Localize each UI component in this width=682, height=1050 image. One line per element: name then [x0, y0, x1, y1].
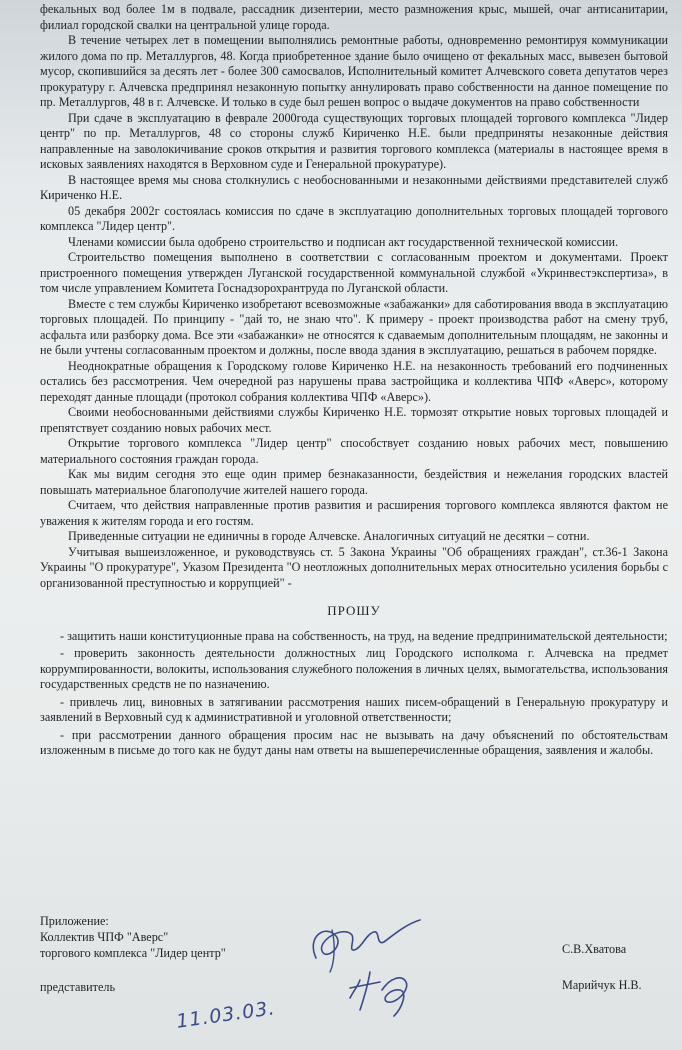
request-item: - защитить наши конституционные права на собственность, на труд, на ведение предпринимательской деятельности;	[60, 628, 668, 643]
paragraph: Приведенные ситуации не единичны в городе Алчевске. Аналогичных ситуаций не десятки – сотни.	[68, 529, 590, 543]
paragraph: Считаем, что действия направленные против развития и расширения торгового комплекса являются фактом не уважения к жителям города и его гостям.	[40, 498, 668, 528]
paragraph: Учитывая вышеизложенное, и руководствуясь ст. 5 Закона Украины "Об обращениях граждан", ст.36-1 Закона Украины "О прокуратуре", Указом Президента "О неотложных дополнительных мерах относительно усиления борьбы с организованной преступностью и коррупцией" -	[40, 544, 668, 590]
request-item: - проверить законность деятельности должностных лиц Городского исполкома г. Алчевска на предмет коррумпированности, волокиты, использования служебного положения в личных целях, вымогательства, использования государственных средств не по назначению.	[40, 646, 668, 691]
request-heading: ПРОШУ	[327, 603, 381, 618]
request-item: - при рассмотрении данного обращения просим нас не вызывать на дачу объяснений по обстоятельствам изложенным в письме до того как не будут даны нам ответы на вышеперечисленные обращения, заявления и жалобы.	[40, 727, 668, 757]
paragraph: Вместе с тем службы Кириченко изобретают всевозможные «забажанки» для саботирования ввода в эксплуатацию торговых площадей. По принципу - "дай то, не знаю что". К примеру - проект производства работ на смену труб, асфальта или разборку дома. Все эти «забажанки» не относятся к сдаваемым дополнительным площадям, не законны и не были учтены согласованным проектом и должны, после ввода здания в эксплуатацию, решаться в рабочем порядке.	[40, 296, 668, 357]
paragraph: Открытие торгового комплекса "Лидер центр" способствует созданию новых рабочих мест, повышению материального состояния граждан города.	[40, 436, 668, 466]
request-item: - привлечь лиц, виновных в затягивании рассмотрения наших писем-обращений в Генеральную прокуратуру и заявлений в Верховный суд к административной и уголовной ответственности;	[40, 694, 668, 724]
signer-name-2: Марийчук Н.В.	[562, 978, 642, 992]
paragraph: Как мы видим сегодня это еще один пример безнаказанности, бездействия и нежелания городских властей повышать материальное благополучие жителей нашего города.	[40, 467, 668, 497]
paragraph: В настоящее время мы снова столкнулись с необоснованными и незаконными действиями представителей служб Кириченко Н.Е.	[40, 172, 668, 202]
signature-2-image	[340, 960, 420, 1020]
signer-name-1: С.В.Хватова	[562, 942, 627, 956]
letter-body	[40, 2, 668, 761]
paragraph: При сдаче в эксплуатацию в феврале 2000года существующих торговых площадей торгового комплекса "Лидер центр" по пр. Металлургов, 48 со стороны служб Кириченко Н.Е. были предприняты незаконные действия направленные на заволокичивание сроков открытия и развития торгового комплекса (материалы в настоящее время в исковых заявлениях находятся в Верховном суде и Генеральной прокуратуре).	[40, 110, 668, 171]
organization-line-2: торгового комплекса "Лидер центр"	[40, 946, 226, 960]
handwritten-date: 11.03.03.	[174, 997, 277, 1033]
attachment-label: Приложение:	[40, 914, 109, 928]
paragraph: 05 декабря 2002г состоялась комиссия по сдаче в эксплуатацию дополнительных торговых площадей торгового комплекса "Лидер центр".	[40, 203, 668, 233]
paragraph: Неоднократные обращения к Городскому голове Кириченко Н.Е. на незаконность требований его подчиненных остались без рассмотрения. Чем очередной раз нарушены права застройщика и коллектива ЧПФ «Аверс», которому переходят данные площади (протокол собрания коллектива ЧПФ «Аверс»).	[40, 358, 668, 404]
paragraph: Членами комиссии была одобрено строительство и подписан акт государственной технической комиссии.	[68, 234, 619, 249]
paragraph: Своими необоснованными действиями службы Кириченко Н.Е. тормозят открытие новых торговых площадей и препятствует созданию новых рабочих мест.	[40, 405, 668, 435]
paragraph: В течение четырех лет в помещении выполнялись ремонтные работы, одновременно ремонтируя коммуникации жилого дома по пр. Металлургов, 48. Когда приобретенное здание было очищено от фекальных масс, вывезен бытовой мусор, скопившийся за десять лет - более 300 самосвалов, Исполнительный комитет Алчевского совета депутатов через прокуратуру г. Алчевска предпринял незаконную попытку аннулировать право собственности на данное помещение по пр. Металлургов, 48 в г. Алчевске. И только в суде был решен вопрос о выдаче документов на право собственности	[40, 33, 668, 109]
representative-label: представитель	[40, 980, 116, 994]
paragraph: фекальных вод более 1м в подвале, рассадник дизентерии, место размножения крыс, мышей, очаг антисанитарии, филиал городской свалки на центральной улице города.	[40, 2, 668, 32]
paragraph: Строительство помещения выполнено в соответствии с согласованным проектом и документами. Проект пристроенного помещения утвержден Луганской государственной коммунальной службой «Укринвестэкспертиза», в том числе управлением Комитета Госнадзорохрантруда по Луганской области.	[40, 250, 668, 295]
organization-line-1: Коллектив ЧПФ "Аверс"	[40, 930, 169, 944]
